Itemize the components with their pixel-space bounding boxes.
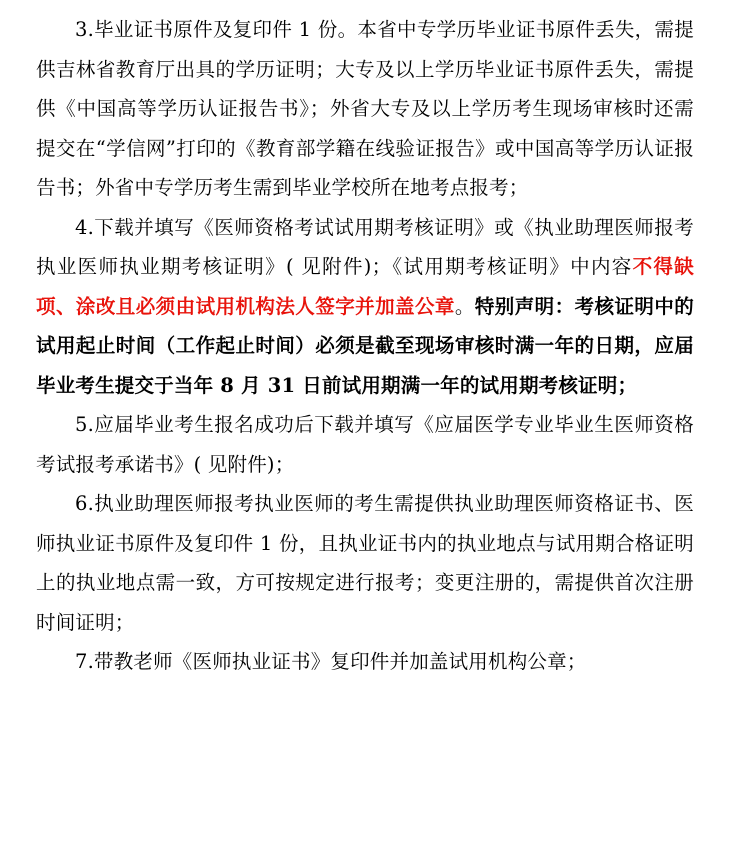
body-text: 5.应届毕业考生报名成功后下载并填写《应届医学专业毕业生医师资格考试报考承诺书》( 见附件)； — [36, 413, 694, 476]
body-text: 。 — [454, 294, 475, 318]
highlighted-text: 不得缺项、涂改且必须由试用机构法人签字并加盖公章 — [36, 255, 694, 318]
emphasis-text: 特别声明：考核证明中的试用起止时间（工作起止时间）必须是截至现场审核时满一年的日期，应届毕业考生提交于当年 8 月 31 日前试用期满一年的试用期考核证明； — [36, 294, 695, 397]
paragraph-item-5 — [36, 405, 694, 484]
paragraph-item-7 — [36, 642, 694, 682]
paragraph-item-4 — [36, 208, 694, 406]
body-text: 7.带教老师《医师执业证书》复印件并加盖试用机构公章； — [75, 650, 587, 673]
body-text: 3.毕业证书原件及复印件 1 份。本省中专学历毕业证书原件丢失，需提供吉林省教育厅出具的学历证明；大专及以上学历毕业证书原件丢失，需提供《中国高等学历认证报告书》；外省大专及以上学历考生现场审核时还需提交在“学信网”打印的《教育部学籍在线验证报告》或中国高等学历认证报告书；外省中专学历考生需到毕业学校所在地考点报考； — [36, 18, 694, 199]
paragraph-item-3 — [36, 10, 694, 208]
body-text: 6.执业助理医师报考执业医师的考生需提供执业助理医师资格证书、医师执业证书原件及复印件 1 份，且执业证书内的执业地点与试用期合格证明上的执业地点需一致，方可按规定进行报考；变更注册的，需提供首次注册时间证明； — [36, 492, 694, 634]
paragraph-item-6 — [36, 484, 694, 642]
document-body — [36, 10, 694, 682]
body-text: 4.下载并填写《医师资格考试试用期考核证明》或《执业助理医师报考执业医师执业期考核证明》( 见附件)；《试用期考核证明》中内容 — [36, 215, 694, 278]
